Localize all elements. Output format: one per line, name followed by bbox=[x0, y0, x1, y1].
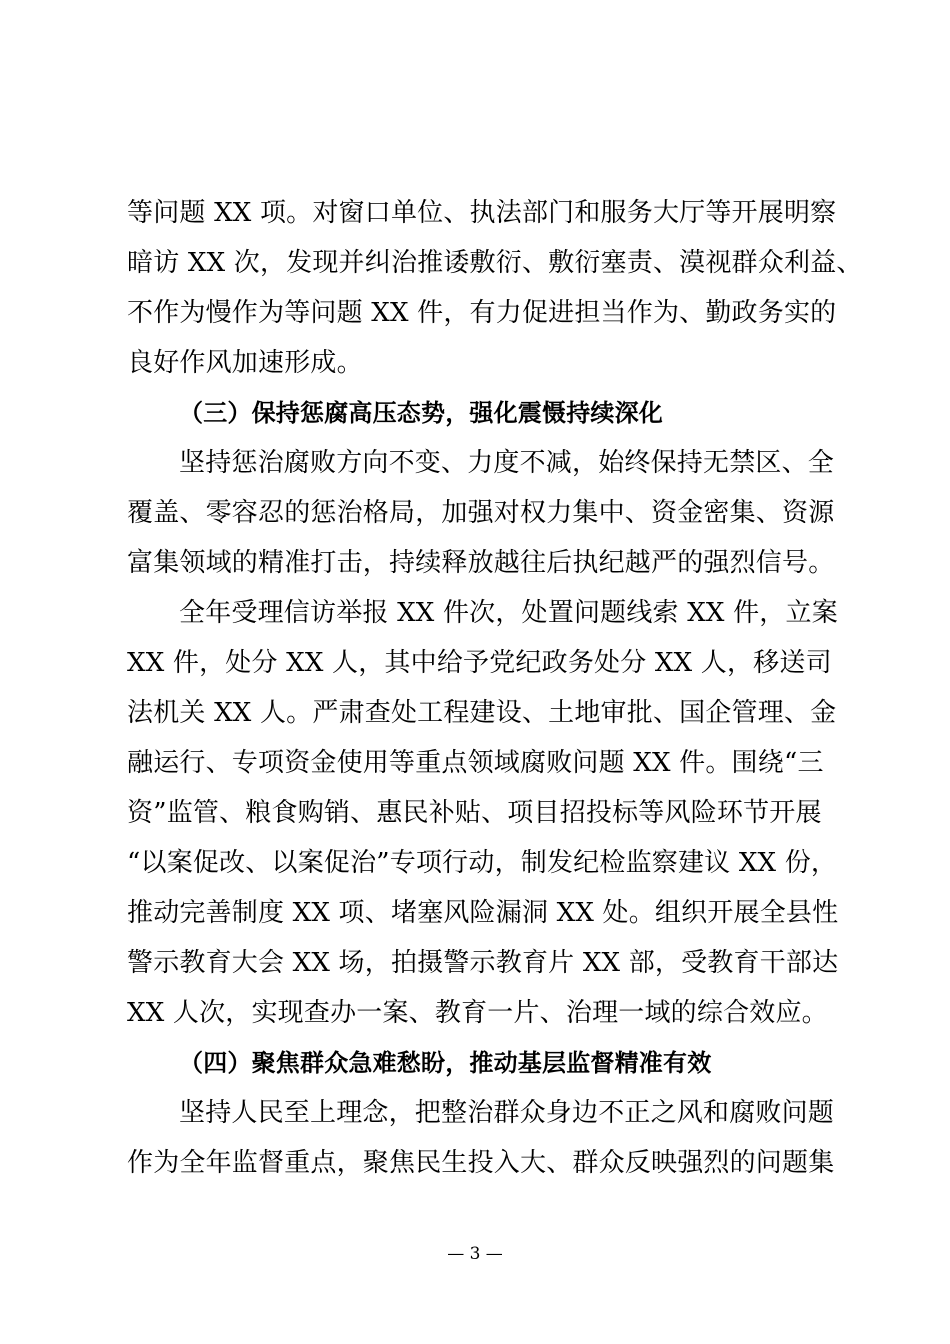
section-heading-4: （四）聚焦群众急难愁盼，推动基层监督精准有效 bbox=[179, 1049, 712, 1077]
page-number: — 3 — bbox=[447, 1244, 503, 1264]
text-line: 资”监管、粮食购销、惠民补贴、项目招投标等风险环节开展 bbox=[127, 798, 822, 828]
text-line: 富集领域的精准打击，持续释放越往后执纪越严的强烈信号。 bbox=[127, 548, 835, 578]
text-line: 等问题 XX 项。对窗口单位、执法部门和服务大厅等开展明察 bbox=[127, 198, 837, 228]
text-line: 作为全年监督重点，聚焦民生投入大、群众反映强烈的问题集 bbox=[127, 1148, 835, 1178]
paragraph-first-line: 坚持惩治腐败方向不变、力度不减，始终保持无禁区、全 bbox=[179, 448, 835, 478]
text-line: 覆盖、零容忍的惩治格局，加强对权力集中、资金密集、资源 bbox=[127, 498, 835, 528]
text-line: 法机关 XX 人。严肃查处工程建设、土地审批、国企管理、金 bbox=[127, 698, 837, 728]
document-body bbox=[127, 188, 863, 1188]
paragraph-first-line: 全年受理信访举报 XX 件次，处置问题线索 XX 件，立案 bbox=[179, 598, 838, 628]
text-line: 暗访 XX 次，发现并纠治推诿敷衍、敷衍塞责、漠视群众利益、 bbox=[127, 248, 863, 278]
text-line: XX 人次，实现查办一案、教育一片、治理一域的综合效应。 bbox=[127, 998, 828, 1028]
section-heading-3: （三）保持惩腐高压态势，强化震慑持续深化 bbox=[179, 399, 663, 427]
text-line: “以案促改、以案促治”专项行动，制发纪检监察建议 XX 份， bbox=[127, 848, 838, 878]
paragraph-first-line: 坚持人民至上理念，把整治群众身边不正之风和腐败问题 bbox=[179, 1098, 835, 1128]
text-line: 融运行、专项资金使用等重点领域腐败问题 XX 件。围绕“三 bbox=[127, 748, 824, 778]
text-line: XX 件，处分 XX 人，其中给予党纪政务处分 XX 人，移送司 bbox=[127, 648, 832, 678]
text-line: 良好作风加速形成。 bbox=[127, 348, 363, 378]
text-line: 推动完善制度 XX 项、堵塞风险漏洞 XX 处。组织开展全县性 bbox=[127, 898, 839, 928]
text-line: 不作为慢作为等问题 XX 件，有力促进担当作为、勤政务实的 bbox=[127, 298, 837, 328]
text-line: 警示教育大会 XX 场，拍摄警示教育片 XX 部，受教育干部达 bbox=[127, 948, 839, 978]
